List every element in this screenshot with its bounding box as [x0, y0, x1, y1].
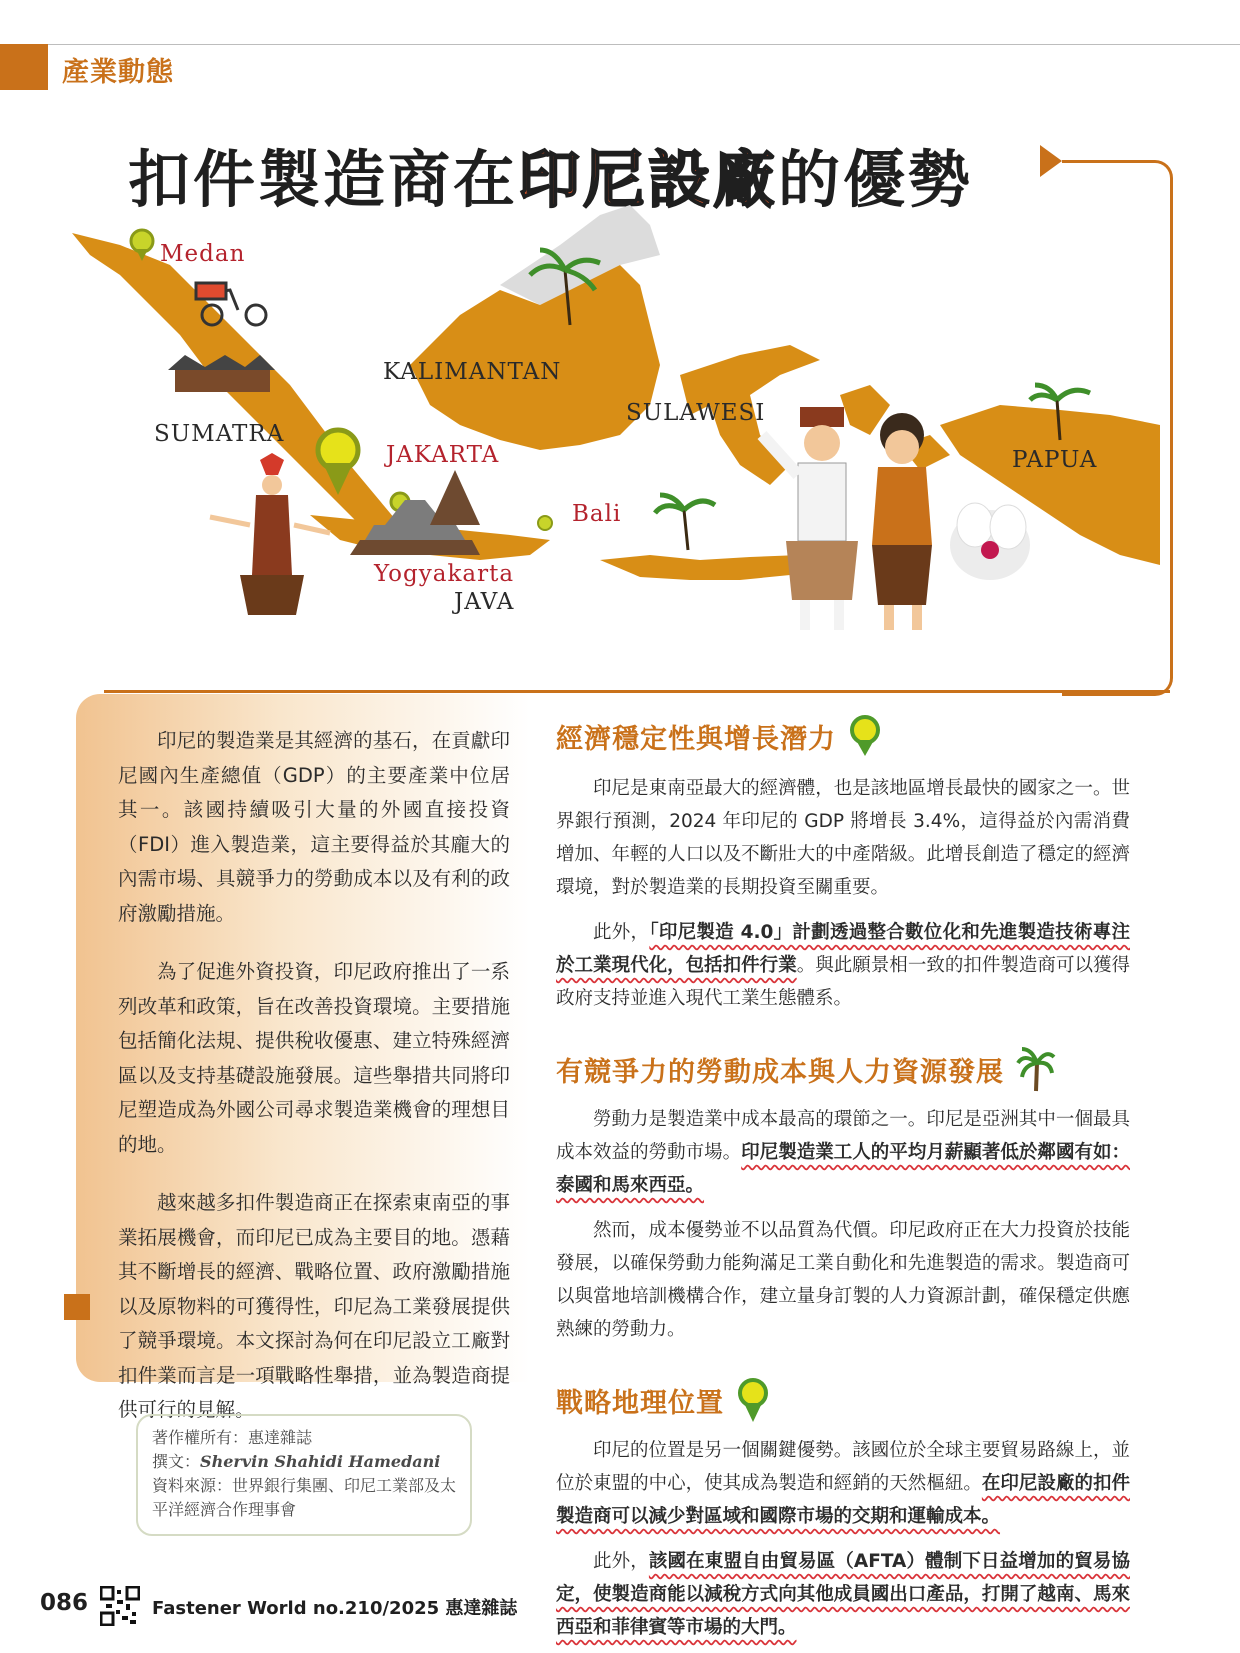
map-label-sulawesi: SULAWESI: [626, 400, 766, 426]
header-rule: [0, 44, 1240, 45]
paragraph: [556, 1103, 1130, 1202]
paragraph: [556, 916, 1130, 1015]
text-run: 此外，: [593, 1551, 649, 1572]
credit-copyright: 著作權所有：惠達雜誌: [152, 1428, 313, 1447]
indonesia-map-illustration: [60, 195, 1170, 685]
heading-economic-stability: [556, 714, 1130, 758]
paragraph: 印尼是東南亞最大的經濟體，也是該地區增長最快的國家之一。世界銀行預測，2024 年印尼的 GDP 將增長 3.4%，這得益於內需消費增加、年輕的人口以及不斷壯大的中產階級。此增長創造了穩定的經濟環境，對於製造業的長期投資至關重要。: [556, 778, 1130, 898]
dancer-icon: [210, 453, 330, 615]
credit-source: 資料來源：世界銀行集團、印尼工業部及太平洋經濟合作理事會: [152, 1476, 457, 1519]
heading-text: 經濟穩定性與增長潛力: [556, 723, 836, 755]
publisher-name: 惠達雜誌: [445, 1598, 518, 1619]
illustration-frame-bottom: [104, 690, 1170, 693]
emphasis-text: 該國在東盟自由貿易區（AFTA）體制下日益增加的貿易協定，使製造商能以減稅方式向其他成員國出口產品，打開了越南、馬來西亞和菲律賓等市場的大門。: [556, 1551, 1130, 1638]
intro-corner-square: [64, 1294, 90, 1320]
map-label-papua: PAPUA: [1012, 447, 1098, 473]
map-label-yogyakarta: Yogyakarta: [374, 561, 515, 587]
heading-text: 有競爭力的勞動成本與人力資源發展: [556, 1056, 1004, 1088]
traditional-man-icon: [762, 407, 858, 630]
paragraph: [556, 1434, 1130, 1533]
article-body: [556, 714, 1130, 1644]
magazine-info: [152, 1594, 517, 1620]
intro-paragraph-3: 越來越多扣件製造商正在探索東南亞的事業拓展機會，而印尼已成為主要目的地。憑藉其不斷增長的經濟、戰略位置、政府激勵措施以及原物料的可獲得性，印尼為工業發展提供了競爭環境。本文探討為何在印尼設立工廠對扣件業而言是一項戰略性舉措，並為製造商提供可行的見解。: [118, 1191, 510, 1421]
credit-author-label: 撰文：: [152, 1452, 201, 1471]
emphasis-text: 在印尼設廠的扣件製造商可以減少對區域和國際市場的交期和運輸成本。: [556, 1473, 1130, 1527]
map-label-bali: Bali: [572, 501, 622, 527]
title-highlight: 印尼設廠: [518, 143, 779, 216]
map-label-java: JAVA: [454, 589, 515, 615]
intro-text: [118, 724, 510, 1452]
map-pin-icon: [736, 1376, 770, 1424]
text-run: 。與此願景相一致的扣件製造商可以獲得政府支持並進入現代工業生態體系。: [556, 955, 1130, 1009]
palm-tree-icon: [655, 495, 715, 550]
emphasis-text: 印尼製造業工人的平均月薪顯著低於鄰國有如：泰國和馬來西亞。: [556, 1142, 1130, 1196]
traditional-house-icon: [168, 355, 275, 392]
map-label-medan: Medan: [160, 241, 246, 267]
map-pin-icon: [848, 714, 882, 758]
paragraph: [556, 1545, 1130, 1644]
palm-tree-icon: [1016, 1045, 1056, 1093]
heading-labor-cost: [556, 1045, 1130, 1093]
title-prefix: 扣件製造商在: [128, 143, 519, 216]
page-number: 086: [40, 1590, 89, 1616]
orchid-icon: [950, 503, 1030, 580]
heading-strategic-location: [556, 1376, 1130, 1424]
issue-number: no.210/2025: [312, 1598, 440, 1619]
qr-code-icon: [100, 1586, 140, 1626]
text-run: 印尼的位置是另一個關鍵優勢。該國位於全球主要貿易路線上，並位於東盟的中心，使其成為製造和經銷的天然樞紐。: [556, 1440, 1130, 1494]
pin-bali-icon: [538, 516, 552, 530]
intro-paragraph-2: 為了促進外資投資，印尼政府推出了一系列改革和政策，旨在改善投資環境。主要措施包括簡化法規、提供稅收優惠、建立特殊經濟區以及支持基礎設施發展。這些舉措共同將印尼塑造成為外國公司尋求製造業機會的理想目的地。: [118, 960, 510, 1156]
paragraph: 然而，成本優勢並不以品質為代價。印尼政府正在大力投資於技能發展，以確保勞動力能夠滿足工業自動化和先進製造的需求。製造商可以與當地培訓機構合作，建立量身訂製的人力資源計劃，確保穩定供應熟練的勞動力。: [556, 1220, 1130, 1340]
credit-box: [136, 1414, 472, 1536]
intro-paragraph-1: 印尼的製造業是其經濟的基石，在貢獻印尼國內生產總值（GDP）的主要產業中位居其一。該國持續吸引大量的外國直接投資（FDI）進入製造業，這主要得益於其龐大的內需市場、具競爭力的勞動成本以及有利的政府激勵措施。: [118, 729, 510, 925]
text-run: 勞動力是製造業中成本最高的環節之一。印尼是亞洲其中一個最具成本效益的勞動市場。: [556, 1109, 1130, 1163]
title-arrow-icon: [1040, 145, 1062, 177]
page-footer: [40, 1586, 540, 1636]
magazine-name: Fastener World: [152, 1598, 307, 1619]
map-label-sumatra: SUMATRA: [154, 421, 285, 447]
map-label-jakarta: JAKARTA: [386, 442, 500, 468]
credit-author: Shervin Shahidi Hamedani: [200, 1452, 441, 1471]
emphasis-text: 「印尼製造 4.0」計劃透過整合數位化和先進製造技術專注於工業現代化，包括扣件行業: [556, 922, 1130, 976]
text-run: 此外，: [593, 922, 650, 943]
section-label: 產業動態: [62, 57, 174, 88]
title-suffix: 的優勢: [778, 143, 974, 216]
section-color-block: [0, 44, 48, 90]
heading-text: 戰略地理位置: [556, 1387, 724, 1419]
map-label-kalimantan: KALIMANTAN: [383, 359, 562, 385]
credit-author-line: [152, 1450, 456, 1474]
